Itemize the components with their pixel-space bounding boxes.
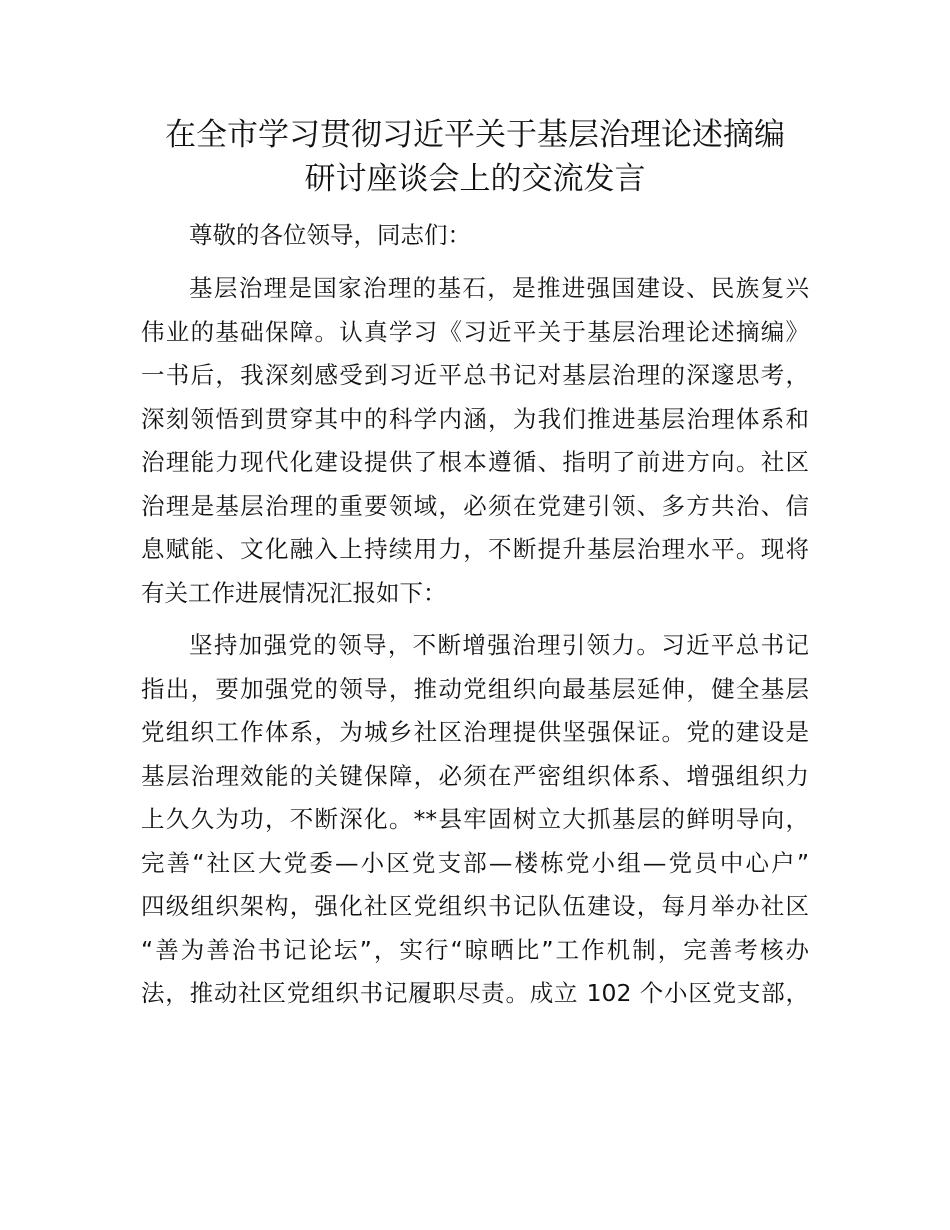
document-title-line-1: 在全市学习贯彻习近平关于基层治理论述摘编	[165, 117, 785, 153]
paragraph-1-line-5: 治理能力现代化建设提供了根本遵循、指明了前进方向。社区	[141, 448, 809, 476]
paragraph-1-line-7: 息赋能、文化融入上持续用力，不断提升基层治理水平。现将	[141, 535, 809, 563]
salutation: 尊敬的各位领导，同志们：	[189, 221, 471, 249]
paragraph-2-line-2: 指出，要加强党的领导，推动党组织向最基层延伸，健全基层	[141, 675, 809, 703]
paragraph-2-line-6: 完善“社区大党委—小区党支部—楼栋党小组—党员中心户”	[141, 849, 809, 877]
paragraph-2-line-1: 坚持加强党的领导，不断增强治理引领力。习近平总书记	[189, 631, 809, 659]
paragraph-1-line-1: 基层治理是国家治理的基石，是推进强国建设、民族复兴	[189, 274, 809, 302]
document-title-line-2: 研讨座谈会上的交流发言	[304, 161, 646, 197]
paragraph-2-line-8: “善为善治书记论坛”，实行“晾晒比”工作机制，完善考核办	[141, 936, 809, 964]
paragraph-2-line-3: 党组织工作体系，为城乡社区治理提供坚强保证。党的建设是	[141, 718, 809, 746]
paragraph-2-line-4: 基层治理效能的关键保障，必须在严密组织体系、增强组织力	[141, 762, 809, 790]
paragraph-2-line-7: 四级组织架构，强化社区党组织书记队伍建设，每月举办社区	[141, 892, 809, 920]
paragraph-1-line-8: 有关工作进展情况汇报如下：	[141, 579, 447, 607]
paragraph-2-line-9: 法，推动社区党组织书记履职尽责。成立 102 个小区党支部，	[141, 979, 809, 1007]
paragraph-2-line-5: 上久久为功，不断深化。**县牢固树立大抓基层的鲜明导向，	[141, 805, 809, 833]
paragraph-1-line-2: 伟业的基础保障。认真学习《习近平关于基层治理论述摘编》	[141, 318, 809, 346]
paragraph-1-line-4: 深刻领悟到贯穿其中的科学内涵，为我们推进基层治理体系和	[141, 405, 809, 433]
paragraph-1-line-3: 一书后，我深刻感受到习近平总书记对基层治理的深邃思考，	[141, 361, 809, 389]
paragraph-1-line-6: 治理是基层治理的重要领域，必须在党建引领、多方共治、信	[141, 492, 809, 520]
